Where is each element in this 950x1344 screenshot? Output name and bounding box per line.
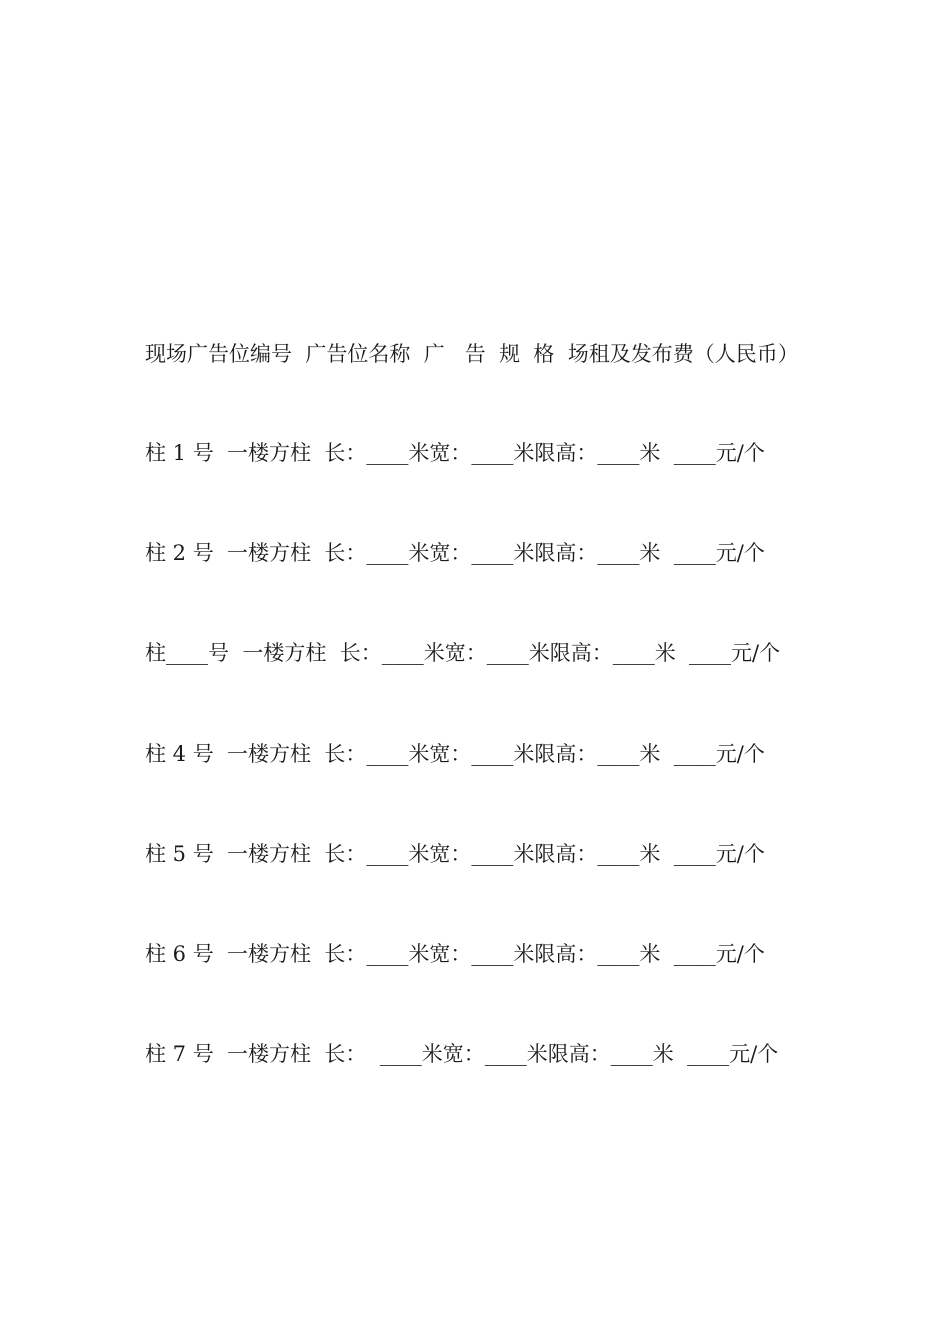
document-body — [145, 333, 810, 1133]
pillar-row-5: 柱 5 号 一楼方柱 长：____米宽：____米限高：____米 ____元/个 — [145, 842, 765, 866]
pillar-row-4: 柱 4 号 一楼方柱 长：____米宽：____米限高：____米 ____元/个 — [145, 742, 765, 766]
table-header-text: 现场广告位编号 广告位名称 广 告 规 格 场租及发布费（人民币） — [145, 342, 799, 366]
pillar-row-1: 柱 1 号 一楼方柱 长：____米宽：____米限高：____米 ____元/个 — [145, 441, 765, 465]
pillar-row-3: 柱____号 一楼方柱 长：____米宽：____米限高：____米 ____元/个 — [145, 641, 781, 665]
pillar-row-6: 柱 6 号 一楼方柱 长：____米宽：____米限高：____米 ____元/个 — [145, 942, 765, 966]
pillar-row-7: 柱 7 号 一楼方柱 长： ____米宽：____米限高：____米 ____元/个 — [145, 1042, 779, 1066]
pillar-row-2: 柱 2 号 一楼方柱 长：____米宽：____米限高：____米 ____元/个 — [145, 541, 765, 565]
